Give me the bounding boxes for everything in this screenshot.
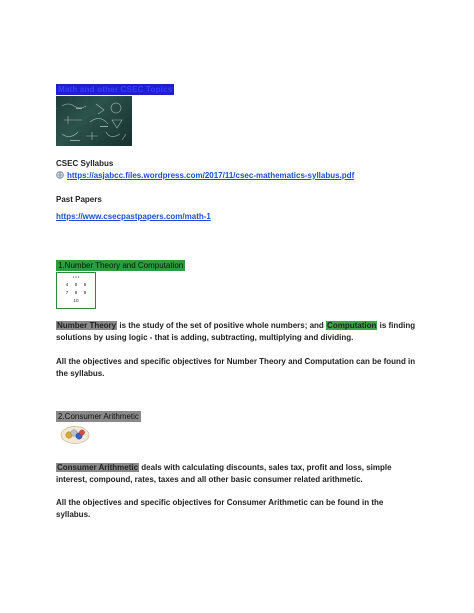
globe-icon [56, 171, 64, 179]
past-papers-label: Past Papers [56, 195, 102, 204]
section2-objectives: All the objectives and specific objectives for Consumer Arithmetic can be found in the syllabus. [56, 498, 384, 519]
section1-text2: is finding solutions by using logic - that is adding, subtracting, multiplying and dividing. [56, 321, 416, 342]
term-computation: Computation [327, 321, 377, 330]
svg-text:6: 6 [83, 282, 87, 287]
section2-heading-text: 2.Consumer Arithmetic [58, 412, 139, 421]
number-grid-drawing [57, 273, 95, 308]
coins-image [60, 425, 90, 445]
page-title-text: Math and other CSEC Topics [58, 85, 173, 94]
section1-objectives: All the objectives and specific objectives for Number Theory and Computation can be found in the syllabus. [56, 357, 416, 378]
section2-text1: deals with calculating discounts, sales tax, profit and loss, simple interest, compound, rates, taxes and all other basic consumer related arithmetic. [56, 463, 392, 484]
term-number-theory: Number Theory [57, 321, 117, 330]
chalkboard-image [56, 96, 132, 146]
past-papers-link-row [56, 206, 211, 224]
past-papers-link[interactable]: https://www.csecpastpapers.com/math-1 [56, 212, 211, 221]
svg-text:10: 10 [73, 298, 79, 303]
syllabus-label: CSEC Syllabus [56, 159, 114, 168]
section1-heading-text: 1.Number Theory and Computation [58, 261, 184, 270]
page-title [56, 84, 174, 95]
syllabus-link-row [56, 171, 354, 180]
svg-text:7: 7 [65, 290, 69, 295]
number-grid-image [56, 272, 96, 309]
section1-paragraph [56, 320, 416, 344]
svg-text:4: 4 [65, 282, 69, 287]
chalkboard-image-drawing [56, 96, 132, 146]
term-consumer-arithmetic: Consumer Arithmetic [57, 463, 139, 472]
svg-text:5: 5 [74, 282, 78, 287]
svg-text:9: 9 [83, 290, 87, 295]
section1-text1: is the study of the set of positive whole numbers; and [117, 321, 327, 330]
section1-heading [56, 260, 185, 271]
section2-paragraph [56, 462, 416, 486]
coins-drawing [60, 425, 90, 445]
syllabus-link[interactable]: https://asjabcc.files.wordpress.com/2017/11/csec-mathematics-syllabus.pdf [67, 171, 355, 180]
section2-heading [56, 411, 141, 422]
svg-text:1 2 3: 1 2 3 [72, 275, 80, 279]
svg-text:8: 8 [74, 290, 78, 295]
